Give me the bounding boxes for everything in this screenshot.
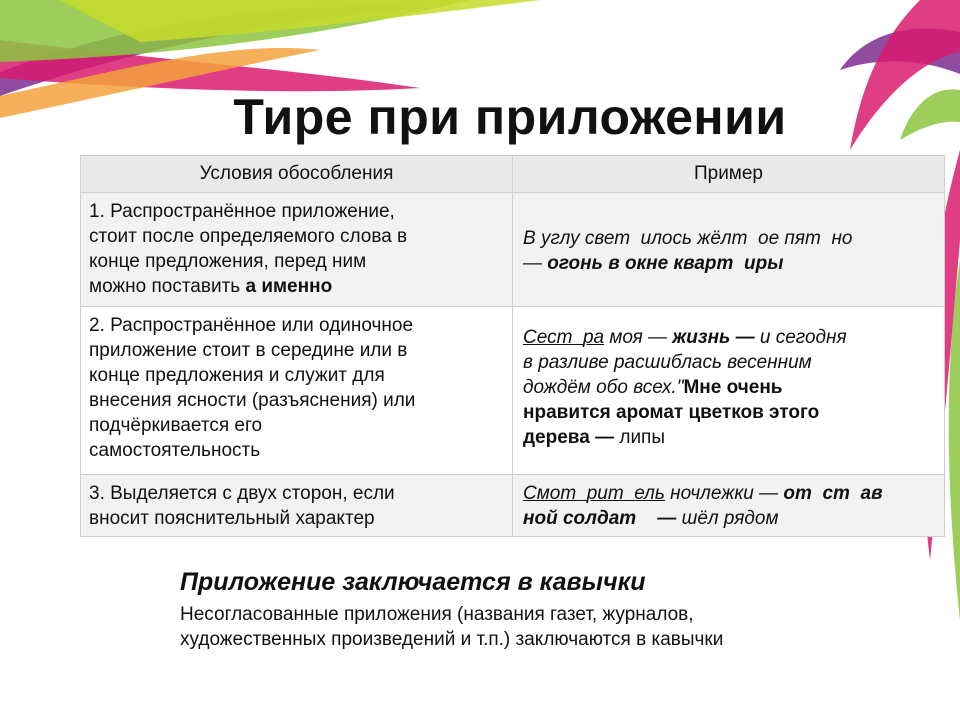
condition-line: внесения ясности (разъяснения) или — [89, 390, 416, 411]
condition-cell — [81, 475, 513, 537]
condition-cell — [81, 307, 513, 475]
example-appositive: ав — [860, 483, 883, 504]
example-subject-gap — [624, 483, 635, 504]
note-line: Несогласованные приложения (названия газет, журналов, — [180, 604, 694, 625]
example-text: дерева — — [523, 427, 615, 448]
lime-ribbon — [60, 0, 540, 42]
example-subject-gap — [572, 327, 583, 348]
example-appositive: огонь в окне кварт — [547, 252, 734, 274]
condition-cell — [81, 193, 513, 307]
example-text: ое пят — [758, 227, 821, 249]
condition-line: конце предложения и служит для — [89, 365, 385, 386]
example-subject: Сест — [523, 327, 573, 348]
header-example: Пример — [513, 156, 945, 193]
note-text — [180, 602, 900, 652]
example-text: Мне очень — [683, 377, 783, 398]
example-text: ночлежки — — [664, 483, 784, 504]
example-text: моя — — [604, 327, 673, 348]
header-conditions: Условия обособления — [81, 156, 513, 193]
condition-line: можно поставить — [89, 276, 246, 297]
example-text: в разливе расшиблась весенним — [523, 352, 812, 373]
note-title: Приложение заключается в кавычки — [180, 568, 646, 596]
rules-table — [80, 155, 945, 537]
condition-line: 2. Распространённое или одиночное — [89, 315, 414, 336]
example-subject: ра — [582, 327, 605, 348]
example-text: илось жёлт — [640, 227, 748, 249]
example-appositive: иры — [744, 252, 784, 274]
example-subject: ель — [634, 483, 665, 504]
example-appositive: ст — [822, 483, 850, 504]
example-text: В углу свет — [523, 227, 631, 249]
example-appositive: от — [783, 483, 812, 504]
example-subject: рит — [586, 483, 624, 504]
example-text: дождём обо всех." — [523, 377, 684, 398]
example-text: и сегодня — [754, 327, 847, 348]
example-appositive: жизнь — — [672, 327, 755, 348]
table-row — [81, 307, 945, 475]
example-subject-gap — [576, 483, 587, 504]
condition-line: самостоятельность — [89, 440, 261, 461]
table-header-row — [81, 156, 945, 193]
example-text: — — [523, 252, 548, 274]
example-appositive: — — [657, 508, 682, 529]
condition-line: 3. Выделяется с двух сторон, если — [89, 483, 395, 504]
example-cell — [513, 475, 945, 537]
condition-line: вносит пояснительный характер — [89, 508, 375, 529]
condition-line: стоит после определяемого слова в — [89, 226, 408, 247]
example-subject: Смот — [523, 483, 577, 504]
note-line: художественных произведений и т.п.) заключаются в кавычки — [180, 629, 724, 650]
table-row — [81, 475, 945, 537]
condition-line: подчёркивается его — [89, 415, 263, 436]
example-appositive: ной солдат — [523, 508, 637, 529]
example-text: но — [831, 227, 853, 249]
condition-line: 1. Распространённое приложение, — [89, 201, 395, 222]
example-text: нравится аромат цветков этого — [523, 402, 820, 423]
slide-title: Тире при приложении — [233, 89, 787, 145]
example-text: липы — [614, 427, 666, 448]
condition-line: конце предложения, перед ним — [89, 251, 367, 272]
example-text: шёл рядом — [681, 508, 779, 529]
table-row — [81, 193, 945, 307]
condition-keyword: а именно — [245, 276, 333, 297]
example-cell — [513, 193, 945, 307]
condition-line: приложение стоит в середине или в — [89, 340, 408, 361]
example-cell — [513, 307, 945, 475]
